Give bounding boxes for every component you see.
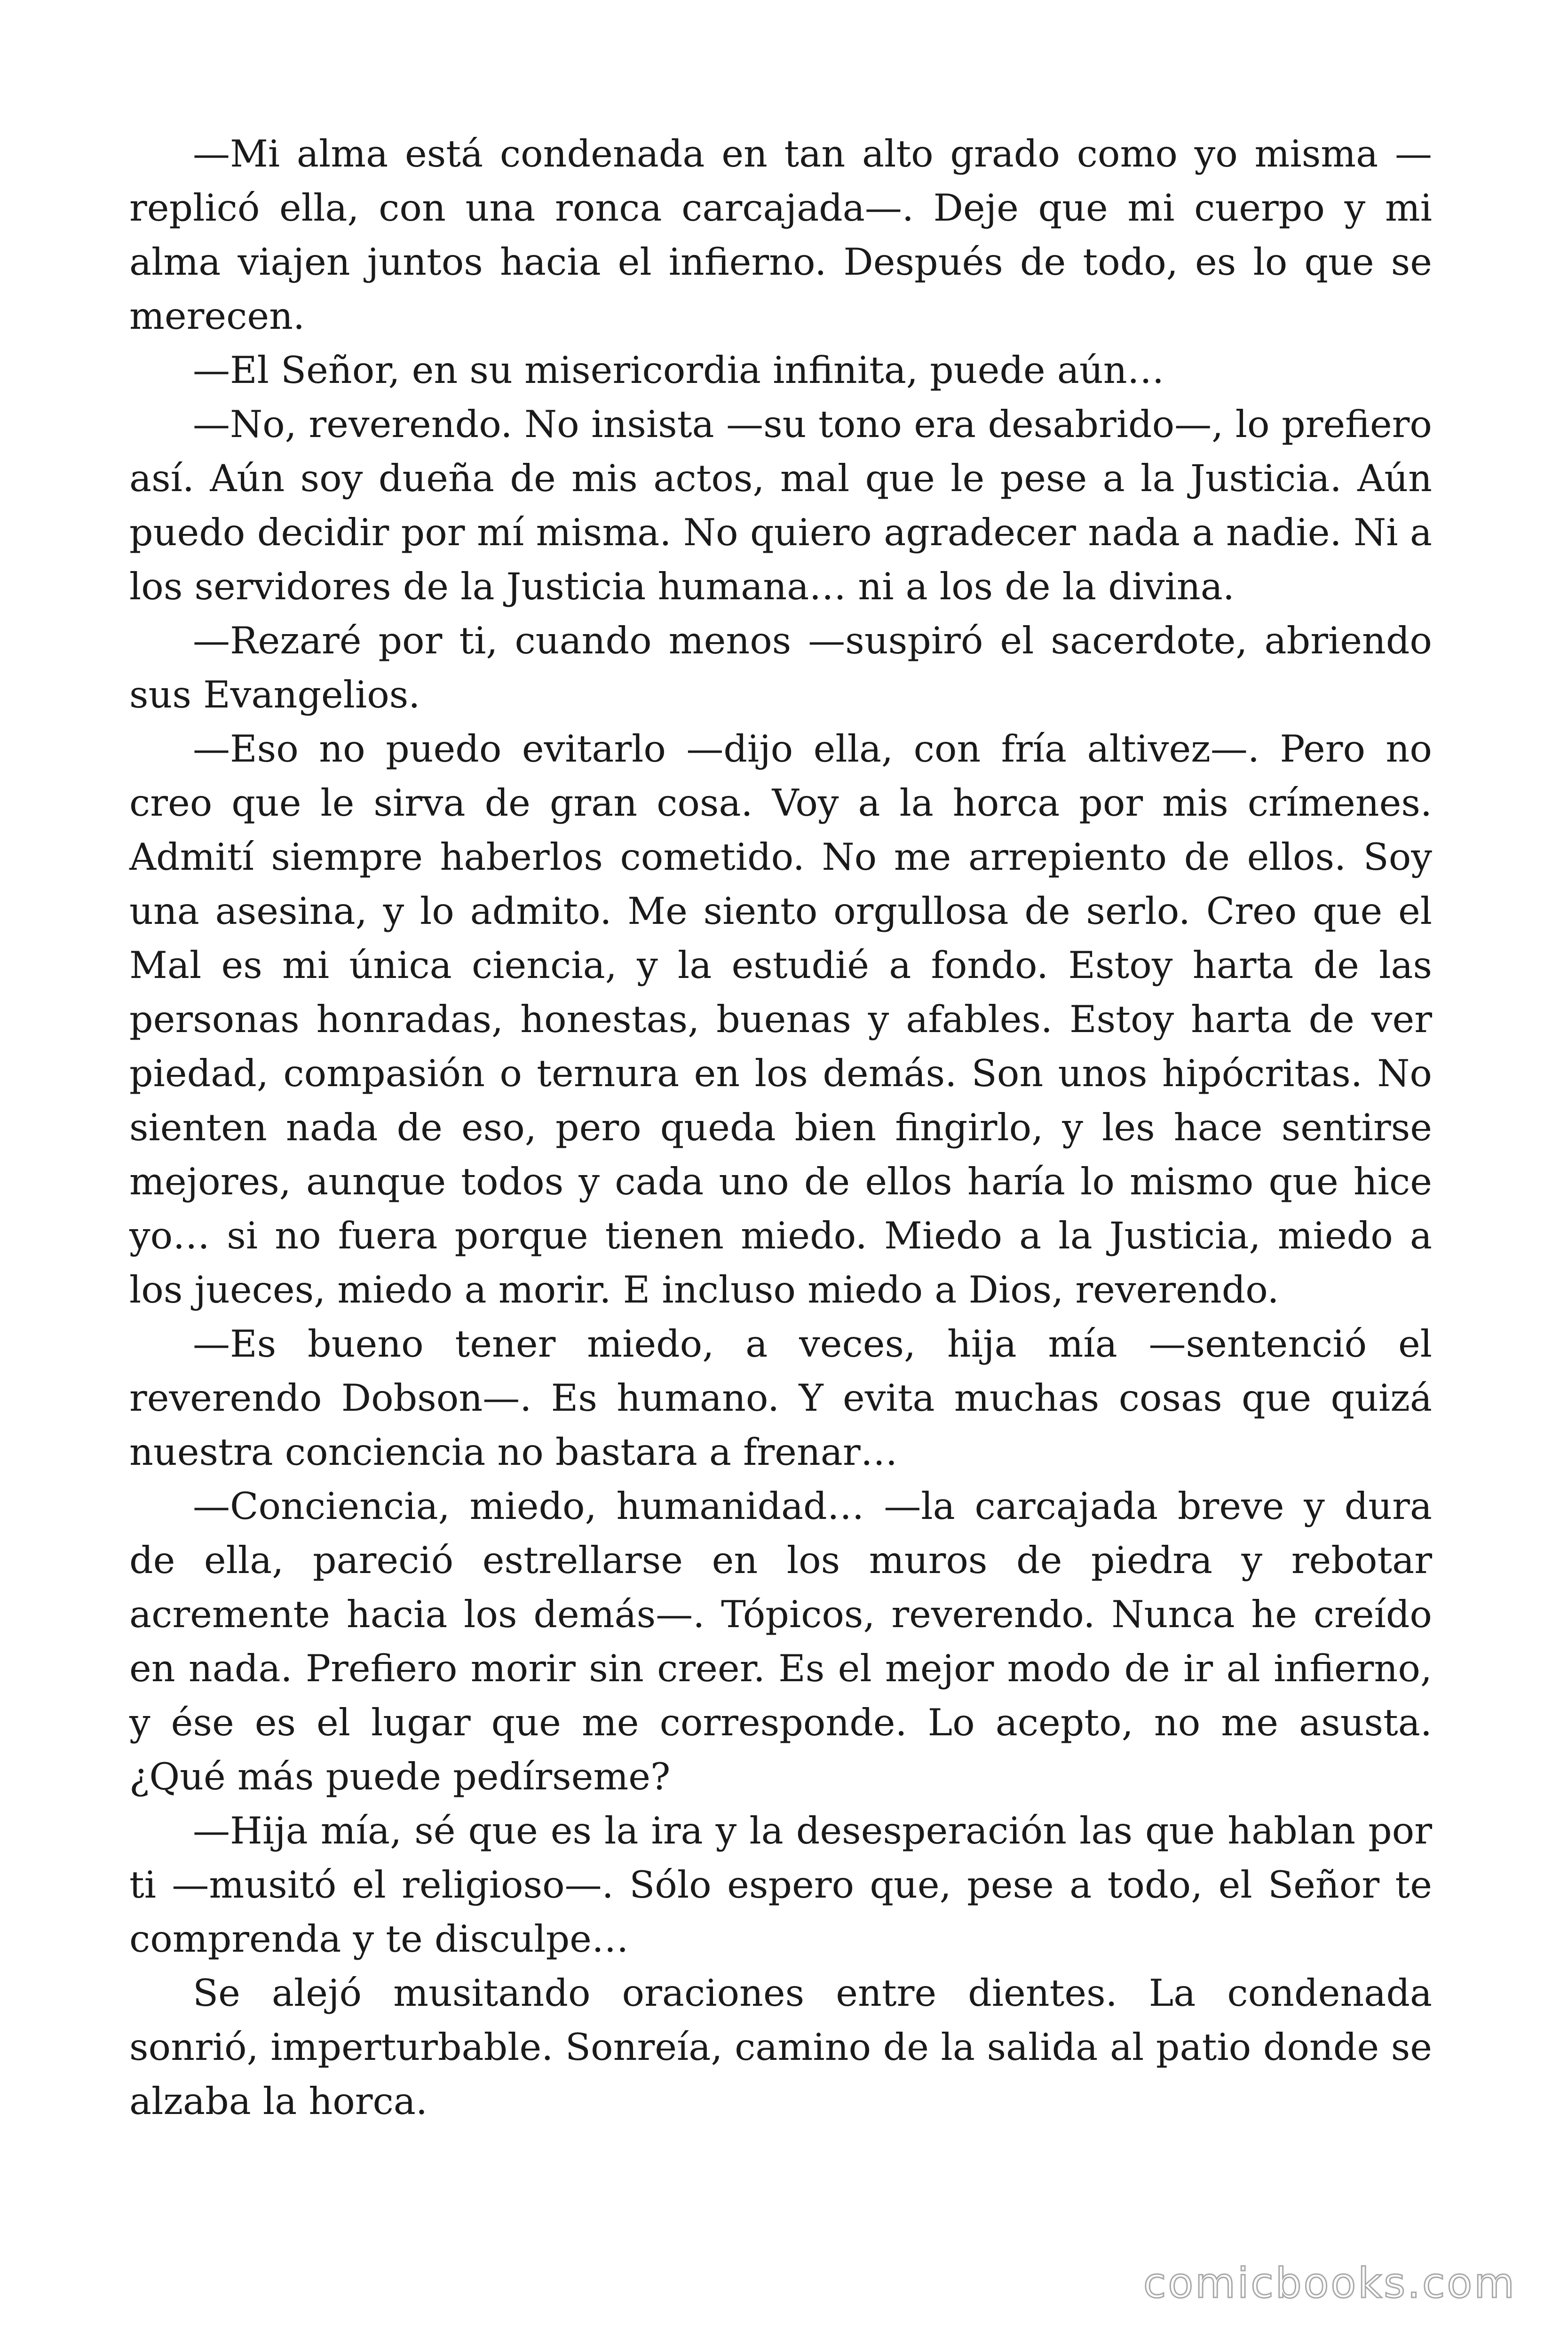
paragraph: —Hija mía, sé que es la ira y la desesperación las que hablan por ti —musitó el religioso—. Sólo espero que, pese a todo, el Señor te comprenda y te disculpe…: [129, 1809, 1432, 1961]
paragraph: —Eso no puedo evitarlo —dijo ella, con fría altivez—. Pero no creo que le sirva de gran cosa. Voy a la horca por mis crímenes. Admití siempre haberlos cometido. No me arrepiento de ellos. Soy una asesina, y lo admito. Me siento orgullosa de serlo. Creo que el Mal es mi única ciencia, y la estudié a fondo. Estoy harta de las personas honradas, honestas, buenas y afables. Estoy harta de ver piedad, compasión o ternura en los demás. Son unos hipócritas. No sienten nada de eso, pero queda bien fingirlo, y les hace sentirse mejores, aunque todos y cada uno de ellos haría lo mismo que hice yo… si no fuera porque tienen miedo. Miedo a la Justicia, miedo a los jueces, miedo a morir. E incluso miedo a Dios, reverendo.: [129, 727, 1432, 1311]
watermark: comicbooks.com: [1143, 2259, 1516, 2307]
paragraph: —Rezaré por ti, cuando menos —suspiró el sacerdote, abriendo sus Evangelios.: [129, 619, 1432, 716]
paragraph: —Conciencia, miedo, humanidad… —la carcajada breve y dura de ella, pareció estrellarse en los muros de piedra y rebotar acremente hacia los demás—. Tópicos, reverendo. Nunca he creído en nada. Prefiero morir sin creer. Es el mejor modo de ir al infierno, y ése es el lugar que me corresponde. Lo acepto, no me asusta. ¿Qué más puede pedírseme?: [129, 1485, 1432, 1798]
paragraph: —No, reverendo. No insista —su tono era desabrido—, lo prefiero así. Aún soy dueña de mis actos, mal que le pese a la Justicia. Aún puedo decidir por mí misma. No quiero agradecer nada a nadie. Ni a los servidores de la Justicia humana… ni a los de la divina.: [129, 403, 1432, 608]
book-page-text: [129, 127, 1432, 2129]
paragraph: Se alejó musitando oraciones entre dientes. La condenada sonrió, imperturbable. Sonreía, camino de la salida al patio donde se alzaba la horca.: [129, 1971, 1432, 2123]
paragraph: —Es bueno tener miedo, a veces, hija mía —sentenció el reverendo Dobson—. Es humano. Y evita muchas cosas que quizá nuestra conciencia no bastara a frenar…: [129, 1322, 1432, 1474]
paragraph: —Mi alma está condenada en tan alto grado como yo misma —replicó ella, con una ronca carcajada—. Deje que mi cuerpo y mi alma viajen juntos hacia el infierno. Después de todo, es lo que se merecen.: [129, 132, 1432, 338]
paragraph: —El Señor, en su misericordia infinita, puede aún…: [193, 349, 1164, 392]
